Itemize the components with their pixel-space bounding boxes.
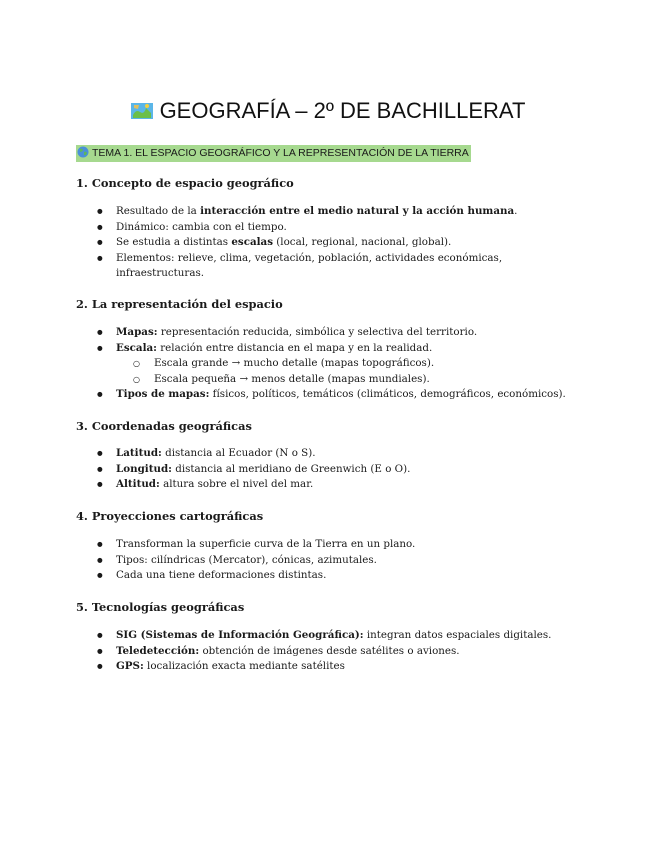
list-item: ● Altitud: altura sobre el nivel del mar. [0,477,516,493]
list-item: ● Dinámico: cambia con el tiempo. [0,220,516,236]
list-item: ● Latitud: distancia al Ecuador (N o S). [0,446,516,462]
section-4-list [0,537,516,584]
tema-text: TEMA 1. EL ESPACIO GEOGRÁFICO Y LA REPRESENTACIÓN DE LA TIERRA [92,147,469,159]
list-item: ● Resultado de la interacción entre el medio natural y la acción humana. [0,204,586,220]
list-item: ● GPS: localización exacta mediante satélites [0,659,516,675]
sub-list-item: ○ Escala pequeña → menos detalle (mapas mundiales). [0,372,574,388]
section-3-list [0,446,516,493]
globe-icon [77,146,89,161]
tema-highlight [76,145,471,162]
section-3-heading: 3. Coordenadas geográficas [76,419,252,433]
section-4-heading: 4. Proyecciones cartográficas [76,509,264,523]
list-item: ● SIG (Sistemas de Información Geográfica): integran datos espaciales digitales. [0,628,586,644]
map-icon [130,101,154,127]
list-item: ● Elementos: relieve, clima, vegetación, población, actividades económicas, infraestructuras. [0,251,506,282]
list-item: ● Teledetección: obtención de imágenes desde satélites o aviones. [0,644,586,660]
page-title [0,98,655,127]
section-2-list [0,325,596,403]
section-5-list [0,628,586,675]
section-1-list [0,204,586,282]
title-text: GEOGRAFÍA – 2º DE BACHILLERAT [159,98,526,123]
list-item: ● Cada una tiene deformaciones distintas. [0,568,516,584]
section-1-heading: 1. Concepto de espacio geográfico [76,176,294,190]
list-item: ● Escala: relación entre distancia en el mapa y en la realidad. [0,341,586,357]
list-item: ● Transforman la superficie curva de la Tierra en un plano. [0,537,516,553]
list-item: ● Tipos de mapas: físicos, políticos, temáticos (climáticos, demográficos, económicos). [0,387,596,403]
section-5-heading: 5. Tecnologías geográficas [76,600,245,614]
list-item: ● Se estudia a distintas escalas (local, regional, nacional, global). [0,235,516,251]
section-2-heading: 2. La representación del espacio [76,297,283,311]
sub-list-item: ○ Escala grande → mucho detalle (mapas topográficos). [0,356,574,372]
list-item: ● Longitud: distancia al meridiano de Greenwich (E o O). [0,462,516,478]
list-item: ● Mapas: representación reducida, simbólica y selectiva del territorio. [0,325,586,341]
list-item: ● Tipos: cilíndricas (Mercator), cónicas, azimutales. [0,553,516,569]
